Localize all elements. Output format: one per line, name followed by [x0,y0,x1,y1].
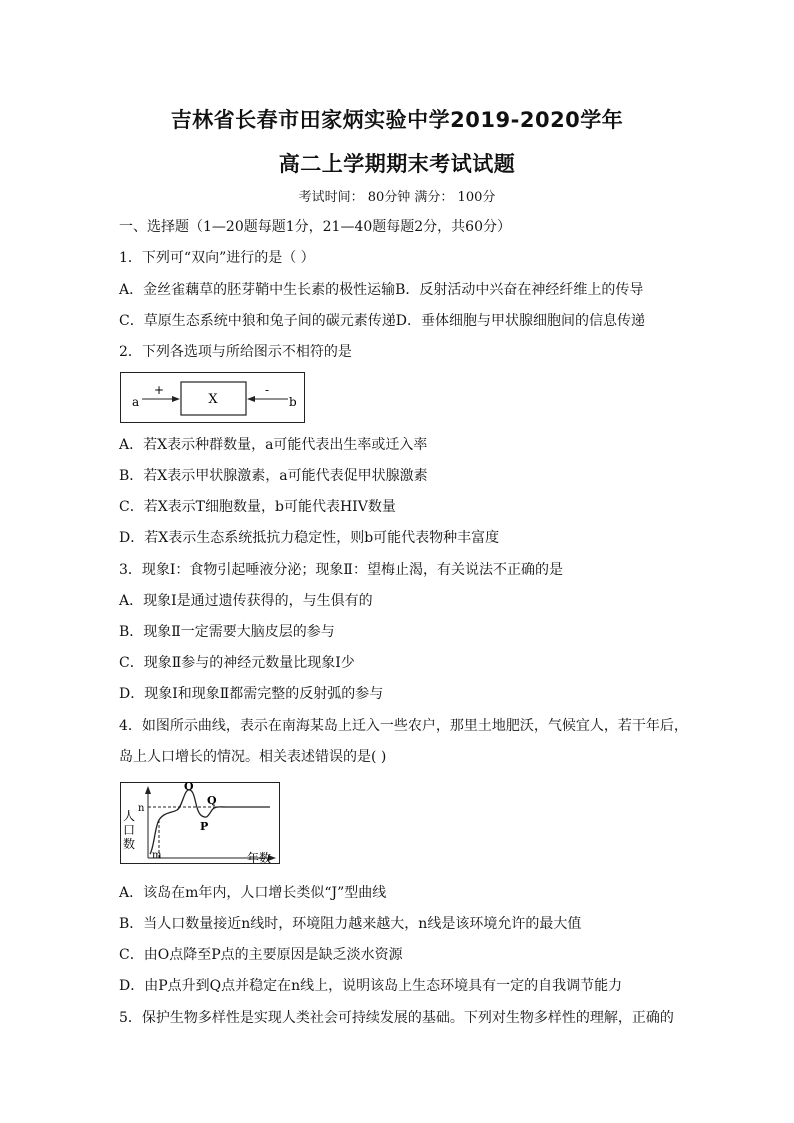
b-label: b [289,395,297,409]
question-1-options-ab [119,281,643,299]
x-axis-label: 年数 [247,851,272,865]
question-3-stem: 3．现象Ⅰ：食物引起唾液分泌；现象Ⅱ：望梅止渴，有关说法不正确的是 [119,562,563,578]
question-4-option-b: B．当人口数量接近n线时，环境阻力越来越大，n线是该环境允许的最大值 [119,916,582,932]
question-3-option-c: C．现象Ⅱ参与的神经元数量比现象Ⅰ少 [119,655,355,671]
question-4-stem-line-2: 岛上人口增长的情况。相关表述错误的是( ) [119,749,387,765]
p-point-label: P [200,820,209,833]
question-4-stem-line-1: 4．如图所示曲线，表示在南海某岛上迁入一些农户，那里土地肥沃，气候宜人，若干年后， [119,718,688,734]
question-2-option-c: C．若X表示T细胞数量，b可能代表HIV数量 [119,499,396,515]
question-2-diagram [120,372,306,424]
y-axis-arrow-icon [145,786,151,794]
question-3-option-b: B．现象Ⅱ一定需要大脑皮层的参与 [119,624,335,640]
question-4-option-c: C．由O点降至P点的主要原因是缺乏淡水资源 [119,947,403,963]
question-1-option-a: A．金丝雀藕草的胚芽鞘中生长素的极性运输 [119,282,396,298]
question-1-option-c: C．草原生态系统中狼和兔子间的碳元素传递 [119,313,396,329]
arrow-b-head-icon [247,396,255,402]
question-1-option-d: D．垂体细胞与甲状腺细胞间的信息传递 [395,313,645,329]
m-label: m [152,850,162,861]
n-label: n [138,803,145,814]
x-label: X [208,392,218,407]
y-axis-label-1: 人 [123,809,136,823]
arrow-a-head-icon [172,396,180,402]
question-4-option-a: A．该岛在m年内，人口增长类似“J”型曲线 [119,885,387,901]
exam-info: 考试时间： 80分钟 满分： 100分 [298,190,496,205]
y-axis-label-2: 口 [123,823,136,837]
plus-label: + [154,383,165,397]
question-3-option-a: A．现象Ⅰ是通过遗传获得的，与生俱有的 [119,593,373,609]
a-label: a [132,395,140,409]
question-4-option-d: D．由P点升到Q点并稳定在n线上，说明该岛上生态环境具有一定的自我调节能力 [119,978,623,994]
section-heading: 一、选择题（1—20题每题1分，21—40题每题2分，共60分） [119,219,511,235]
question-1-options-cd [119,312,645,330]
question-1-stem: 1．下列可“双向”进行的是（ ） [119,250,315,266]
question-5-stem: 5．保护生物多样性是实现人类社会可持续发展的基础。下列对生物多样性的理解，正确的 [119,1010,674,1026]
q-point-label: Q [207,794,217,807]
page-title-line-1: 吉林省长春市田家炳实验中学2019-2020学年 [170,108,624,132]
y-axis-label-3: 数 [123,837,136,851]
page-title-line-2: 高二上学期期末考试试题 [278,152,516,176]
question-4-population-graph [120,782,281,865]
question-2-option-b: B．若X表示甲状腺激素，a可能代表促甲状腺激素 [119,468,428,484]
question-1-option-b: B．反射活动中兴奋在神经纤维上的传导 [395,282,644,298]
o-point-label: O [184,782,194,793]
minus-label: - [265,383,270,397]
question-3-option-d: D．现象Ⅰ和现象Ⅱ都需完整的反射弧的参与 [119,686,384,702]
question-2-option-d: D．若X表示生态系统抵抗力稳定性，则b可能代表物种丰富度 [119,530,500,546]
question-2-stem: 2．下列各选项与所给图示不相符的是 [119,344,352,360]
question-2-option-a: A．若X表示种群数量，a可能代表出生率或迁入率 [119,437,428,453]
